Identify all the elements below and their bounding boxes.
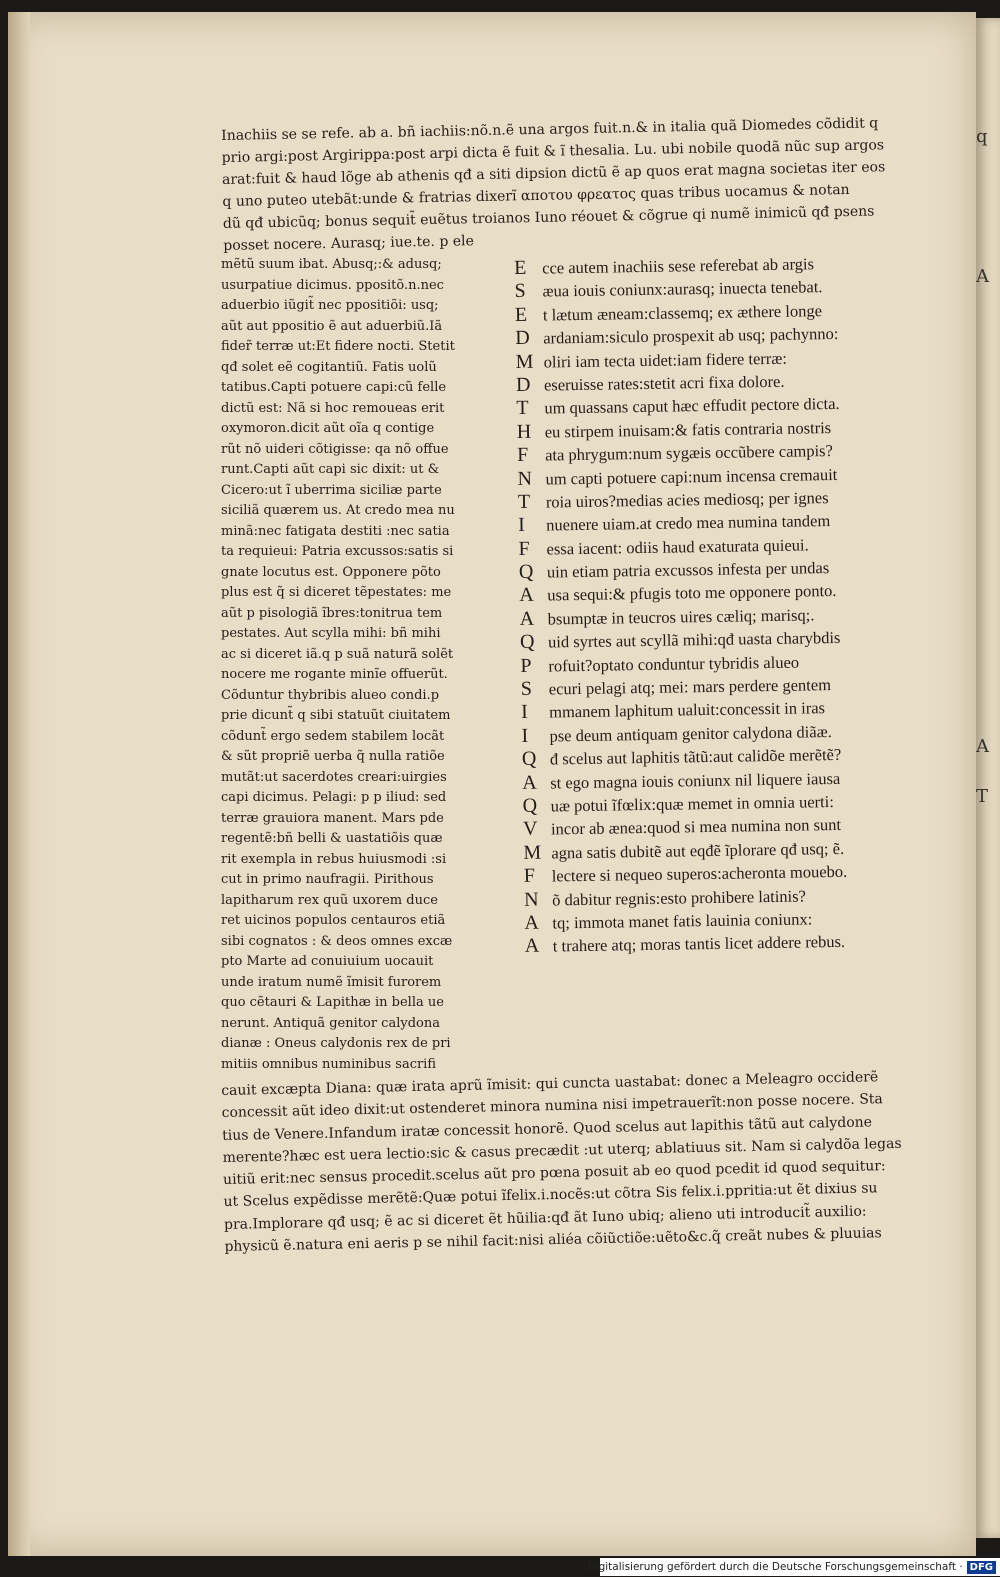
verse-text: uæ potui ĩfœlix:quæ memet in omnia uerti: bbox=[550, 792, 834, 816]
bleed-glyph: T bbox=[976, 786, 989, 807]
verse-text: mmanem laphitum ualuit:concessit in iras bbox=[549, 698, 826, 722]
commentary-line: runt.Capti aũt capi sic dixit: ut & bbox=[221, 462, 440, 477]
commentary-line: sibi cognatos : & deos omnes excæ bbox=[221, 933, 453, 949]
verse-text: đ scelus aut laphitis tãtũ:aut calidõe merẽtẽ? bbox=[549, 745, 842, 769]
commentary-line: aũt p pisologiã ĩbres:tonitrua tem bbox=[221, 605, 443, 621]
commentary-line: dictũ est: Nã si hoc remoueas erit bbox=[221, 400, 445, 416]
verse-text: rofuit?optato conduntur tybridis alueo bbox=[548, 652, 800, 676]
commentary-line: aduerbio iũgit̃ nec ppositiõi: usq; bbox=[221, 298, 439, 313]
verse-text: um capti potuere capi:num incensa cremauit bbox=[545, 464, 838, 489]
bleed-glyph: A bbox=[976, 266, 989, 287]
commentary-line: pestates. Aut scylla mihi: bñ mihi bbox=[221, 626, 441, 641]
commentary-line: merente?hæc est uera lectio:sic & casus precædit :ut uterq; ablatiuus sit. Nam si calydõa legas bbox=[222, 1135, 902, 1166]
funding-notice: Digitalisierung gefördert durch die Deutsche Forschungsgemeinschaft · bbox=[587, 1561, 963, 1573]
verse-initial: M bbox=[523, 841, 542, 864]
verse-initial: V bbox=[522, 818, 538, 841]
verse-text: nuenere uiam.at credo mea numina tandem bbox=[546, 511, 831, 535]
verse-text: eseruisse rates:stetit acri fixa dolore. bbox=[543, 371, 785, 395]
commentary-line: pra.Implorare qđ usq; ẽ ac si diceret ẽt hũilia:qđ ãt Iuno ubiq; alieno uti introducit̃ auxilio: bbox=[223, 1203, 867, 1233]
commentary-line: prie dicunt̃ q sibi statuũt ciuitatem bbox=[221, 708, 451, 723]
commentary-line: nocere me rogante minĩe offuerũt. bbox=[221, 667, 448, 682]
commentary-line: aũt aut ppositio ẽ aut aduerbiũ.Iã bbox=[221, 318, 443, 334]
verse-initial: H bbox=[516, 420, 532, 443]
verse-initial: T bbox=[517, 490, 531, 513]
commentary-line: terræ grauiora manent. Mars pde bbox=[221, 810, 444, 826]
commentary-line: arat:fuit & haud lõge ab athenis qđ a siti dipsion dictũ ẽ ap quos erat magna societas iter eos bbox=[221, 159, 886, 188]
verse-text: lectere si nequeo superos:acheronta mouebo. bbox=[551, 861, 848, 886]
commentary-bottom bbox=[221, 1065, 945, 1258]
commentary-line: rit exempla in rebus huiusmodi :si bbox=[221, 851, 447, 867]
commentary-line: ret uicinos populos centauros etiã bbox=[221, 913, 446, 928]
verse-text: oliri iam tecta uidet:iam fidere terræ: bbox=[543, 348, 788, 372]
commentary-line: fider̃ terræ ut:Et fidere nocti. Stetit bbox=[221, 339, 455, 354]
commentary-top bbox=[221, 111, 943, 257]
verse-text: ecuri pelagi atq; mei: mars perdere gentem bbox=[548, 675, 832, 699]
verse-text: um quassans caput hæc effudit pectore dicta. bbox=[544, 394, 840, 418]
verse-text: bsumptæ in teucros uires cæliq; marisq;. bbox=[547, 605, 815, 629]
bleed-glyph: q bbox=[976, 126, 988, 147]
verse-initial: Q bbox=[518, 560, 534, 584]
right-page-edge bbox=[976, 18, 1000, 1538]
commentary-line: unde iratum numẽ ĩmisit furorem bbox=[221, 974, 442, 990]
verse-text: uin etiam patria excussos infesta per undas bbox=[546, 558, 830, 582]
verse-initial: N bbox=[523, 888, 539, 911]
verse-initial: F bbox=[518, 537, 530, 560]
verse-initial: A bbox=[522, 771, 537, 794]
verse-text: eu stirpem inuisam:& fatis contraria nostris bbox=[544, 417, 832, 442]
verse-text: t trahere atq; moras tantis licet addere rebus. bbox=[552, 932, 846, 956]
funding-footer bbox=[587, 1558, 1000, 1576]
commentary-line: Cicero:ut ĩ uberrima siciliæ parte bbox=[221, 482, 442, 498]
verse-initial: Q bbox=[519, 630, 535, 654]
verse-initial: A bbox=[524, 911, 540, 934]
verse-initial: F bbox=[523, 864, 536, 888]
commentary-line: mẽtũ suum ibat. Abusq;:& adusq; bbox=[221, 257, 442, 272]
verse-initial: I bbox=[520, 701, 528, 724]
commentary-line: Inachiis se se refe. ab a. bñ iachiis:nõ.n.ẽ una argos fuit.n.& in italia quã Diomedes cõdidit q bbox=[221, 115, 879, 144]
commentary-line: concessit aũt ideo dixit:ut ostenderet minora numina nisi impetrauerĩt:non posse nocere. Sta bbox=[221, 1091, 883, 1122]
commentary-line: prio argi:post Argirippa:post arpi dicta ẽ fuit & ĩ thesalia. Lu. ubi nobile quodã nũc sup argos bbox=[221, 137, 885, 166]
verse-initial: P bbox=[520, 654, 532, 677]
commentary-line: q uno puteo utebãt:unde & fratrias dixerĩ απoτoυ φρεατος quas tribus uocamus & notan bbox=[222, 181, 850, 210]
commentary-line: pto Marte ad conuiuium uocauit bbox=[221, 954, 434, 969]
dfg-logo-icon: DFG bbox=[967, 1561, 996, 1574]
verse-text: ardaniam:siculo prospexit ab usq; pachynno: bbox=[543, 324, 839, 348]
commentary-line: plus est q̃ si diceret tẽpestates: me bbox=[221, 585, 452, 600]
commentary-line: uitiũ erit:nec sensus procedit.scelus aũt pro pœna posuit ab eo quod pcedit id quod sequitur: bbox=[222, 1158, 886, 1189]
verse-text: incor ab ænea:quod si mea numina non sunt bbox=[550, 815, 842, 839]
commentary-left-column bbox=[221, 255, 501, 1075]
commentary-line: dũ qđ ubicũq; bonus sequit̃ euẽtus troianos Iuno réouet & cõgrue qi numẽ inimicũ qđ psens bbox=[222, 203, 875, 232]
verse-initial: S bbox=[514, 280, 526, 303]
verse-initial: D bbox=[515, 373, 531, 396]
verse-text: æua iouis coniunx:aurasq; inuecta tenebat. bbox=[542, 277, 823, 301]
commentary-line: gnate locutus est. Opponere põto bbox=[221, 564, 441, 580]
verse-initial: I bbox=[521, 724, 529, 747]
commentary-line: tius de Venere.Infandum iratæ concessit honorẽ. Quod scelus aut lapithis tãtũ aut calydone bbox=[221, 1113, 873, 1144]
verse-initial: D bbox=[515, 326, 530, 350]
commentary-line: regentẽ:bñ belli & uastatiõis quæ bbox=[221, 831, 443, 846]
commentary-line: minã:nec fatigata destiti :nec satia bbox=[221, 523, 450, 539]
commentary-line: quo cẽtauri & Lapithæ in bella ue bbox=[221, 995, 444, 1010]
verse-text: ata phrygum:num sygæis occũbere campis? bbox=[544, 441, 833, 465]
bleed-glyph: A bbox=[976, 736, 989, 757]
verse-initial: A bbox=[519, 584, 534, 607]
verse-text: st ego magna iouis coniunx nil liquere iausa bbox=[550, 768, 841, 793]
verse-text: uid syrtes aut scyllã mihi:qđ uasta charybdis bbox=[547, 628, 841, 652]
commentary-line: mitiis omnibus numinibus sacrifi bbox=[221, 1056, 437, 1072]
commentary-line: mutãt:ut sacerdotes creari:uirgies bbox=[221, 769, 447, 785]
commentary-line: & sũt propriẽ uerba q̃ nulla ratiõe bbox=[221, 749, 445, 764]
commentary-line: physicũ ẽ.natura eni aeris p se nihil facit:nisi aliéa cõiũctiõe:uẽto&c.q̃ creãt nubes & pluuias bbox=[224, 1225, 882, 1256]
commentary-line: qđ solet eẽ cogitantiũ. Fatis uolũ bbox=[221, 359, 437, 375]
verse-text: tq; immota manet fatis lauinia coniunx: bbox=[552, 909, 813, 933]
commentary-line: lapitharum rex quũ uxorem duce bbox=[221, 892, 438, 908]
verse-text: õ dabitur regnis:esto prohibere latinis? bbox=[551, 886, 807, 910]
commentary-line: nerunt. Antiquã genitor calydona bbox=[221, 1015, 440, 1031]
verse-initial: M bbox=[515, 350, 534, 373]
verse-text: usa sequi:& pfugis toto me opponere ponto. bbox=[547, 581, 837, 605]
verse-initial: S bbox=[520, 677, 533, 700]
commentary-line: cauit excæpta Diana: quæ irata aprũ ĩmisit: qui cuncta uastabat: donec a Meleagro occiderẽ bbox=[221, 1069, 879, 1099]
commentary-line: capi dicimus. Pelagi: p p iliud: sed bbox=[221, 790, 447, 805]
commentary-line: siciliã quærem us. At credo mea nu bbox=[221, 503, 455, 518]
commentary-line: ac si diceret iã.q p suã naturã solẽt bbox=[221, 646, 454, 662]
verse-column bbox=[514, 250, 955, 958]
verse-text: roia uiros?medias acies mediosq; per ignes bbox=[545, 487, 829, 512]
commentary-line: rũt nõ uideri cõtigisse: qa nõ offue bbox=[221, 441, 449, 457]
commentary-line: ut Scelus expẽdisse merẽtẽ:Quæ potui ĩfelix.i.nocẽs:ut cõtra Sis felix.i.ppritia:ut ẽt dixius su bbox=[223, 1180, 878, 1211]
verse-text: agna satis dubitẽ aut eqđẽ ĩplorare qđ usq; ẽ. bbox=[551, 838, 845, 863]
commentary-line: tatibus.Capti potuere capi:cũ felle bbox=[221, 380, 447, 395]
verse-initial: N bbox=[517, 467, 533, 490]
commentary-line: usurpatiue dicimus. ppositõ.n.nec bbox=[221, 277, 444, 293]
commentary-line: posset nocere. Aurasq; iue.te. p ele bbox=[223, 233, 474, 254]
commentary-line: cõdunt̃ ergo sedem stabilem locãt bbox=[221, 728, 445, 744]
verse-initial: Q bbox=[522, 794, 538, 817]
verse-initial: T bbox=[516, 397, 529, 420]
verse-initial: A bbox=[524, 935, 540, 958]
verse-initial: Q bbox=[521, 747, 537, 771]
verse-text: t lætum æneam:classemq; ex æthere longe bbox=[542, 300, 823, 325]
verse-initial: E bbox=[514, 303, 528, 326]
commentary-line: dianæ : Oneus calydonis rex de pri bbox=[221, 1036, 451, 1051]
verse-text: cce autem inachiis sese referebat ab argis bbox=[542, 254, 815, 278]
verse-initial: I bbox=[518, 514, 526, 537]
commentary-line: ta requieui: Patria excussos:satis si bbox=[221, 544, 454, 559]
verse-text: essa iacent: odiis haud exaturata quieui. bbox=[546, 535, 809, 559]
verse-initial: E bbox=[514, 256, 527, 279]
verse-initial: A bbox=[519, 607, 535, 630]
commentary-line: Cõduntur thybribis alueo condi.p bbox=[221, 687, 440, 703]
verse-text: pse deum antiquam genitor calydona diãæ. bbox=[549, 721, 832, 746]
commentary-line: oxymoron.dicit aũt oĩa q contige bbox=[221, 421, 435, 436]
verse-initial: F bbox=[516, 443, 529, 467]
commentary-line: cut in primo naufragii. Pirithous bbox=[221, 872, 434, 887]
